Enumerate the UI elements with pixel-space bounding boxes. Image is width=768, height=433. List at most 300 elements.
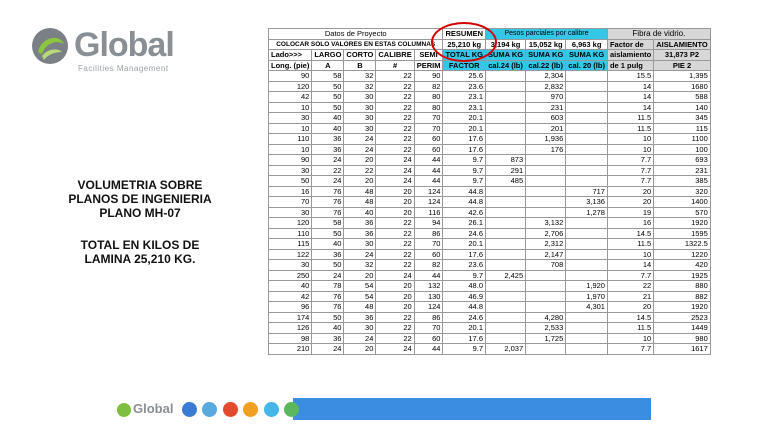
table-cell — [486, 228, 526, 239]
table-cell: 174 — [269, 312, 312, 323]
table-cell: 22 — [376, 144, 414, 155]
header-cell: 31,873 P2 — [654, 50, 711, 61]
table-cell: 54 — [344, 291, 376, 302]
table-cell: 2,312 — [526, 239, 566, 250]
table-cell: 44.8 — [443, 186, 486, 197]
table-cell: 16 — [269, 186, 312, 197]
table-cell: 873 — [486, 155, 526, 166]
table-cell — [486, 92, 526, 103]
table-row — [269, 102, 711, 113]
table-cell — [566, 218, 608, 229]
table-cell: 14 — [607, 102, 653, 113]
table-cell: 32 — [344, 81, 376, 92]
table-cell — [526, 344, 566, 355]
table-cell: 11.5 — [607, 123, 653, 134]
table-cell: 22 — [376, 333, 414, 344]
table-cell: 120 — [269, 81, 312, 92]
table-cell: 345 — [654, 113, 711, 124]
header-cell: A — [312, 60, 344, 71]
table-row — [269, 218, 711, 229]
table-cell: 693 — [654, 155, 711, 166]
table-cell: 22 — [376, 323, 414, 334]
table-cell — [566, 249, 608, 260]
table-cell: 485 — [486, 176, 526, 187]
table-cell: 60 — [414, 249, 443, 260]
table-cell — [486, 249, 526, 260]
table-cell: 20 — [607, 302, 653, 313]
table-cell: 1925 — [654, 270, 711, 281]
table-cell: 14.5 — [607, 228, 653, 239]
table-cell: 14 — [607, 81, 653, 92]
footer-logo-icon — [117, 403, 131, 417]
table-row — [269, 197, 711, 208]
table-cell: 124 — [414, 186, 443, 197]
table-cell: 7.7 — [607, 155, 653, 166]
table-cell: 30 — [269, 260, 312, 271]
table-cell: 115 — [654, 123, 711, 134]
table-cell: 20.1 — [443, 323, 486, 334]
table-cell: 30 — [344, 102, 376, 113]
header-cell: cal.24 (lb) — [486, 60, 526, 71]
header-cell: cal. 20 (lb) — [566, 60, 608, 71]
table-cell — [486, 312, 526, 323]
table-cell: 9.7 — [443, 270, 486, 281]
table-cell: 120 — [269, 218, 312, 229]
table-cell: 26.1 — [443, 218, 486, 229]
table-cell: 30 — [344, 113, 376, 124]
table-cell: 50 — [312, 81, 344, 92]
table-row — [269, 144, 711, 155]
header-cell: CALIBRE — [376, 50, 414, 61]
table-cell — [566, 333, 608, 344]
table-cell: 40 — [312, 239, 344, 250]
table-cell — [526, 281, 566, 292]
table-cell: 2,706 — [526, 228, 566, 239]
header-cell: # — [376, 60, 414, 71]
table-cell: 4,301 — [566, 302, 608, 313]
table-cell: 44 — [414, 176, 443, 187]
cal24-total-cell: 3,194 kg — [486, 39, 526, 50]
header-cell: B — [344, 60, 376, 71]
table-cell: 54 — [344, 281, 376, 292]
footer-circle-icon — [182, 402, 197, 417]
table-cell — [486, 102, 526, 113]
table-cell: 20 — [607, 186, 653, 197]
header-cell: SEMI — [414, 50, 443, 61]
title-proyecto: Datos de Proyecto — [269, 29, 443, 40]
table-cell: 46.9 — [443, 291, 486, 302]
table-cell: 11.5 — [607, 113, 653, 124]
table-cell: 7.7 — [607, 165, 653, 176]
table-cell: 9.7 — [443, 155, 486, 166]
header-cell: FACTOR — [443, 60, 486, 71]
table-cell: 36 — [344, 312, 376, 323]
table-cell: 11.5 — [607, 323, 653, 334]
table-cell: 22 — [376, 239, 414, 250]
table-row — [269, 71, 711, 82]
table-cell: 30 — [344, 123, 376, 134]
description-line: PLANO MH-07 — [99, 206, 181, 220]
table-cell: 16 — [607, 218, 653, 229]
table-cell: 50 — [312, 92, 344, 103]
table-cell: 24 — [376, 155, 414, 166]
table-cell: 2,425 — [486, 270, 526, 281]
table-cell: 2,147 — [526, 249, 566, 260]
table-cell: 40 — [312, 323, 344, 334]
logo-word: Global — [74, 26, 174, 64]
table-cell: 40 — [269, 281, 312, 292]
table-cell: 15.5 — [607, 71, 653, 82]
table-cell: 420 — [654, 260, 711, 271]
table-cell — [486, 113, 526, 124]
footer-circle-icon — [202, 402, 217, 417]
table-cell: 22 — [376, 249, 414, 260]
header-cell: cal.22 (lb) — [526, 60, 566, 71]
table-cell: 2,832 — [526, 81, 566, 92]
table-cell: 708 — [526, 260, 566, 271]
table-cell: 110 — [269, 228, 312, 239]
table-cell: 176 — [526, 144, 566, 155]
table-cell: 2523 — [654, 312, 711, 323]
table-cell: 24 — [376, 344, 414, 355]
table-cell — [526, 302, 566, 313]
table-cell — [566, 123, 608, 134]
table-cell: 124 — [414, 197, 443, 208]
table-cell: 25.6 — [443, 71, 486, 82]
table-cell: 17.6 — [443, 333, 486, 344]
footer-logo-word: Global — [133, 401, 174, 416]
table-cell: 320 — [654, 186, 711, 197]
table-cell: 24 — [376, 165, 414, 176]
table-header-row — [269, 60, 711, 71]
table-cell: 30 — [269, 113, 312, 124]
table-cell: 1449 — [654, 323, 711, 334]
header-cell: TOTAL KG — [443, 50, 486, 61]
table-cell: 50 — [312, 260, 344, 271]
table-cell: 23.1 — [443, 92, 486, 103]
table-cell: 1,395 — [654, 71, 711, 82]
table-row — [269, 249, 711, 260]
table-cell: 10 — [269, 144, 312, 155]
table-cell: 22 — [376, 71, 414, 82]
table-row — [269, 270, 711, 281]
footer-icons — [182, 401, 300, 419]
table-cell: 36 — [312, 333, 344, 344]
table-cell: 70 — [414, 123, 443, 134]
table-cell: 3,132 — [526, 218, 566, 229]
table-cell: 23.6 — [443, 260, 486, 271]
table-cell: 24 — [344, 144, 376, 155]
total-kilos-description — [40, 238, 240, 266]
table-cell: 24 — [344, 249, 376, 260]
table-cell — [486, 71, 526, 82]
table-cell: 58 — [312, 218, 344, 229]
table-cell — [566, 323, 608, 334]
table-cell: 30 — [344, 92, 376, 103]
table-cell: 20 — [376, 207, 414, 218]
table-cell: 132 — [414, 281, 443, 292]
table-cell — [566, 228, 608, 239]
table-cell — [566, 165, 608, 176]
table-cell: 48 — [344, 302, 376, 313]
table-cell: 3,136 — [566, 197, 608, 208]
table-cell — [566, 312, 608, 323]
volumetria-table — [268, 28, 711, 355]
table-cell: 36 — [344, 218, 376, 229]
table-cell: 116 — [414, 207, 443, 218]
table-cell: 76 — [312, 302, 344, 313]
table-cell: 1220 — [654, 249, 711, 260]
table-cell — [566, 270, 608, 281]
table-cell: 30 — [344, 323, 376, 334]
table-cell: 1920 — [654, 302, 711, 313]
table-cell: 24 — [312, 344, 344, 355]
table-cell: 7.7 — [607, 270, 653, 281]
header-cell: SUMA KG — [486, 50, 526, 61]
table-cell: 76 — [312, 291, 344, 302]
footer-logo — [117, 401, 187, 419]
table-cell: 20 — [344, 344, 376, 355]
header-cell: CORTO — [344, 50, 376, 61]
table-cell: 22 — [376, 260, 414, 271]
factor-header: Factor de — [607, 39, 653, 50]
table-cell: 231 — [654, 165, 711, 176]
table-cell: 44 — [414, 270, 443, 281]
table-cell: 44 — [414, 165, 443, 176]
table-cell — [566, 71, 608, 82]
note-cell: COLOCAR SOLO VALORES EN ESTAS COLUMNAS — [269, 39, 443, 50]
table-cell: 20 — [376, 291, 414, 302]
table-cell: 20 — [376, 186, 414, 197]
table-cell: 42 — [269, 291, 312, 302]
table-cell — [566, 81, 608, 92]
table-cell: 10 — [607, 249, 653, 260]
table-cell: 1,970 — [566, 291, 608, 302]
table-cell: 90 — [269, 155, 312, 166]
table-row — [269, 260, 711, 271]
table-cell: 24 — [376, 176, 414, 187]
table-cell: 1,920 — [566, 281, 608, 292]
table-cell — [486, 186, 526, 197]
table-cell: 14 — [607, 92, 653, 103]
table-cell: 20 — [344, 155, 376, 166]
table-cell: 1100 — [654, 134, 711, 145]
table-cell — [566, 113, 608, 124]
table-cell: 2,533 — [526, 323, 566, 334]
table-cell: 115 — [269, 239, 312, 250]
table-cell: 210 — [269, 344, 312, 355]
table-row — [269, 113, 711, 124]
table-cell: 30 — [269, 165, 312, 176]
table-cell — [566, 92, 608, 103]
table-cell: 9.7 — [443, 165, 486, 176]
table-cell: 20 — [376, 197, 414, 208]
table-cell: 82 — [414, 260, 443, 271]
table-cell: 1400 — [654, 197, 711, 208]
table-cell: 20 — [344, 270, 376, 281]
table-cell — [486, 260, 526, 271]
header-cell: de 1 pulg — [607, 60, 653, 71]
table-cell: 22 — [376, 102, 414, 113]
table-cell — [486, 323, 526, 334]
table-cell: 570 — [654, 207, 711, 218]
table-cell — [486, 134, 526, 145]
table-cell: 250 — [269, 270, 312, 281]
table-cell: 19 — [607, 207, 653, 218]
table-cell: 60 — [414, 134, 443, 145]
table-row — [269, 281, 711, 292]
table-cell — [526, 270, 566, 281]
table-cell: 17.6 — [443, 134, 486, 145]
table-cell: 50 — [269, 176, 312, 187]
table-row — [269, 333, 711, 344]
table-cell — [486, 291, 526, 302]
table-row — [269, 239, 711, 250]
table-row — [269, 92, 711, 103]
table-cell: 717 — [566, 186, 608, 197]
cal20-total-cell: 6,963 kg — [566, 39, 608, 50]
table-cell: 22 — [376, 312, 414, 323]
table-cell: 70 — [414, 239, 443, 250]
table-cell: 70 — [269, 197, 312, 208]
table-cell: 60 — [414, 333, 443, 344]
table-cell: 882 — [654, 291, 711, 302]
header-cell: aislamiento — [607, 50, 653, 61]
table-cell — [526, 186, 566, 197]
cal22-total-cell: 15,052 kg — [526, 39, 566, 50]
table-cell: 94 — [414, 218, 443, 229]
table-cell: 78 — [312, 281, 344, 292]
table-cell: 2,037 — [486, 344, 526, 355]
global-logo-icon — [30, 26, 70, 66]
table-cell: 2,304 — [526, 71, 566, 82]
table-cell: 126 — [269, 323, 312, 334]
table-cell: 22 — [312, 165, 344, 176]
footer-circle-icon — [264, 402, 279, 417]
table-cell: 90 — [414, 71, 443, 82]
table-cell — [486, 281, 526, 292]
table-cell: 10 — [607, 333, 653, 344]
table-cell: 30 — [269, 207, 312, 218]
table-cell: 14 — [607, 260, 653, 271]
table-cell: 36 — [344, 228, 376, 239]
table-cell: 10 — [607, 134, 653, 145]
table-cell: 231 — [526, 102, 566, 113]
table-cell: 10 — [269, 102, 312, 113]
table-cell: 17.6 — [443, 144, 486, 155]
footer-circle-icon — [243, 402, 258, 417]
table-cell: 22 — [607, 281, 653, 292]
header-cell: SUMA KG — [526, 50, 566, 61]
table-cell — [566, 239, 608, 250]
table-cell — [486, 81, 526, 92]
table-cell — [486, 123, 526, 134]
table-cell: 44 — [414, 155, 443, 166]
table-cell: 24 — [312, 270, 344, 281]
table-cell: 21 — [607, 291, 653, 302]
table-cell — [566, 155, 608, 166]
table-cell: 1680 — [654, 81, 711, 92]
table-cell: 588 — [654, 92, 711, 103]
table-cell — [566, 134, 608, 145]
table-cell: 86 — [414, 312, 443, 323]
table-cell: 201 — [526, 123, 566, 134]
table-cell — [526, 291, 566, 302]
table-cell: 130 — [414, 291, 443, 302]
table-cell: 44.8 — [443, 302, 486, 313]
table-row — [269, 165, 711, 176]
aislamiento-header: AISLAMIENTO — [654, 39, 711, 50]
table-cell — [566, 260, 608, 271]
table-cell: 50 — [312, 102, 344, 113]
title-resumen: RESUMEN — [443, 29, 486, 40]
header-cell: PIE 2 — [654, 60, 711, 71]
table-cell: 9.7 — [443, 176, 486, 187]
header-cell: LARGO — [312, 50, 344, 61]
table-cell: 14.5 — [607, 312, 653, 323]
table-row — [269, 291, 711, 302]
table-cell: 4,280 — [526, 312, 566, 323]
title-pesos: Pesos parciales por calibre — [486, 29, 608, 40]
table-cell: 880 — [654, 281, 711, 292]
table-cell: 22 — [376, 113, 414, 124]
table-cell: 20.1 — [443, 113, 486, 124]
table-cell: 10 — [269, 123, 312, 134]
table-cell: 76 — [312, 186, 344, 197]
table-cell: 24 — [344, 134, 376, 145]
table-row — [269, 302, 711, 313]
description-line: PLANOS DE INGENIERIA — [68, 192, 212, 206]
table-cell: 24 — [312, 155, 344, 166]
title-fibra: Fibra de vidrio. — [607, 29, 710, 40]
table-cell: 40 — [312, 123, 344, 134]
table-cell: 90 — [269, 71, 312, 82]
table-row — [269, 207, 711, 218]
table-cell: 98 — [269, 333, 312, 344]
table-cell: 76 — [312, 197, 344, 208]
volumetria-description — [40, 178, 240, 220]
table-cell: 40 — [344, 207, 376, 218]
table-cell: 1617 — [654, 344, 711, 355]
description-line: TOTAL EN KILOS DE — [80, 238, 200, 252]
table-cell: 48 — [344, 197, 376, 208]
table-cell: 50 — [312, 312, 344, 323]
table-cell: 96 — [269, 302, 312, 313]
table-cell: 20 — [376, 281, 414, 292]
table-cell: 1595 — [654, 228, 711, 239]
table-cell: 7.7 — [607, 176, 653, 187]
table-cell — [486, 302, 526, 313]
table-cell — [566, 144, 608, 155]
table-cell — [526, 176, 566, 187]
global-logo — [30, 24, 180, 74]
table-cell: 22 — [344, 165, 376, 176]
table-cell: 1322.5 — [654, 239, 711, 250]
table-cell: 7.7 — [607, 344, 653, 355]
table-cell: 385 — [654, 176, 711, 187]
table-cell: 60 — [414, 144, 443, 155]
table-cell — [566, 176, 608, 187]
table-cell — [486, 197, 526, 208]
table-cell: 20 — [344, 176, 376, 187]
table-cell — [486, 218, 526, 229]
table-cell — [526, 197, 566, 208]
table-cell: 124 — [414, 302, 443, 313]
table-cell: 24 — [344, 333, 376, 344]
table-cell — [526, 155, 566, 166]
description-line: LAMINA 25,210 KG. — [84, 252, 196, 266]
table-cell: 17.6 — [443, 249, 486, 260]
